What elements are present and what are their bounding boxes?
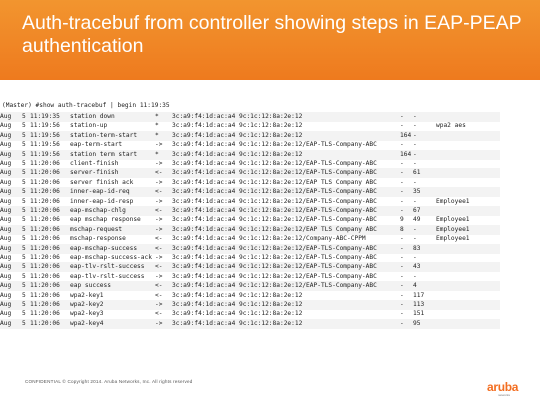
trace-cell-month: Aug bbox=[0, 235, 12, 243]
trace-cell-day: 5 bbox=[22, 301, 26, 308]
trace-cell-event: eap-tlv-rslt-success bbox=[70, 272, 145, 280]
trace-cell-bssid-server: 9c:1c:12:8a:2e:12 bbox=[239, 301, 303, 308]
trace-cell-event: eap mschap response bbox=[70, 216, 141, 224]
trace-cell-month: Aug bbox=[0, 282, 12, 290]
trace-cell-time: 11:20:06 bbox=[30, 272, 60, 280]
trace-cell-station-mac: 3c:a9:f4:1d:ac:a4 bbox=[172, 225, 236, 233]
trace-cell-day: 5 bbox=[22, 150, 26, 158]
trace-cell-event: client-finish bbox=[70, 160, 119, 167]
trace-cell-station-mac: 3c:a9:f4:1d:ac:a4 bbox=[172, 131, 236, 139]
trace-cell-station-mac: 3c:a9:f4:1d:ac:a4 bbox=[172, 282, 236, 290]
trace-cell-bssid-server: 9c:1c:12:8a:2e:12/EAP-TLS-Company-ABC bbox=[239, 282, 377, 290]
trace-cell-month: Aug bbox=[0, 272, 12, 280]
trace-cell-month: Aug bbox=[0, 216, 12, 224]
trace-cell-bssid-server: 9c:1c:12:8a:2e:12 bbox=[239, 319, 303, 327]
trace-cell-event: eap success bbox=[70, 282, 111, 290]
trace-cell-station-mac: 3c:a9:f4:1d:ac:a4 bbox=[172, 160, 236, 167]
trace-cell-event: eap-tlv-rslt-success bbox=[70, 263, 145, 271]
trace-cell-col-b: - bbox=[413, 272, 417, 280]
trace-cell-month: Aug bbox=[0, 169, 12, 177]
trace-cell-direction: -> bbox=[155, 141, 163, 149]
trace-cell-month: Aug bbox=[0, 225, 12, 233]
trace-cell-col-b: 35 bbox=[413, 188, 421, 196]
trace-cell-station-mac: 3c:a9:f4:1d:ac:a4 bbox=[172, 207, 236, 214]
trace-cell-month: Aug bbox=[0, 254, 12, 261]
trace-cell-day: 5 bbox=[22, 319, 26, 327]
trace-cell-station-mac: 3c:a9:f4:1d:ac:a4 bbox=[172, 113, 236, 120]
trace-cell-col-a: - bbox=[400, 254, 404, 261]
trace-cell-month: Aug bbox=[0, 131, 12, 139]
trace-cell-month: Aug bbox=[0, 244, 12, 252]
trace-cell-col-a: - bbox=[400, 235, 404, 243]
trace-cell-col-b: 113 bbox=[413, 301, 425, 308]
trace-cell-event: inner-eap-id-req bbox=[70, 188, 130, 196]
trace-cell-time: 11:19:56 bbox=[30, 141, 60, 149]
trace-cell-col-a: - bbox=[400, 178, 404, 186]
trace-cell-station-mac: 3c:a9:f4:1d:ac:a4 bbox=[172, 301, 236, 308]
trace-cell-col-b: 67 bbox=[413, 207, 421, 214]
trace-cell-time: 11:20:06 bbox=[30, 282, 60, 290]
trace-cell-bssid-server: 9c:1c:12:8a:2e:12/Company-ABC-CPPM bbox=[239, 235, 366, 243]
trace-cell-event: eap-mschap-chlg bbox=[70, 207, 126, 214]
trace-cell-col-b: - bbox=[413, 178, 417, 186]
console-command: (Master) #show auth-tracebuf | begin 11:19:35 bbox=[2, 102, 170, 109]
trace-cell-time: 11:20:06 bbox=[30, 207, 60, 214]
trace-cell-direction: * bbox=[155, 122, 159, 130]
slide-title: Auth-tracebuf from controller showing steps in EAP-PEAP authentication bbox=[22, 12, 522, 57]
trace-cell-event: station-term-start bbox=[70, 131, 138, 139]
trace-cell-station-mac: 3c:a9:f4:1d:ac:a4 bbox=[172, 244, 236, 252]
trace-cell-month: Aug bbox=[0, 122, 12, 130]
trace-cell-bssid-server: 9c:1c:12:8a:2e:12/EAP-TLS-Company-ABC bbox=[239, 160, 377, 167]
trace-cell-event: wpa2-key2 bbox=[70, 301, 104, 308]
trace-cell-station-mac: 3c:a9:f4:1d:ac:a4 bbox=[172, 310, 236, 318]
trace-cell-time: 11:20:06 bbox=[30, 310, 60, 318]
trace-cell-time: 11:20:06 bbox=[30, 301, 60, 308]
trace-cell-bssid-server: 9c:1c:12:8a:2e:12/EAP TLS Company ABC bbox=[239, 178, 377, 186]
trace-cell-month: Aug bbox=[0, 291, 12, 299]
trace-cell-day: 5 bbox=[22, 160, 26, 167]
trace-cell-col-a: - bbox=[400, 113, 404, 120]
trace-cell-direction: <- bbox=[155, 169, 163, 177]
trace-cell-time: 11:19:35 bbox=[30, 113, 60, 120]
trace-cell-bssid-server: 9c:1c:12:8a:2e:12 bbox=[239, 291, 303, 299]
trace-cell-day: 5 bbox=[22, 272, 26, 280]
trace-cell-col-a: - bbox=[400, 282, 404, 290]
trace-cell-day: 5 bbox=[22, 225, 26, 233]
trace-cell-day: 5 bbox=[22, 282, 26, 290]
trace-cell-bssid-server: 9c:1c:12:8a:2e:12 bbox=[239, 131, 303, 139]
trace-cell-direction: <- bbox=[155, 244, 163, 252]
trace-cell-day: 5 bbox=[22, 263, 26, 271]
trace-cell-month: Aug bbox=[0, 178, 12, 186]
trace-cell-station-mac: 3c:a9:f4:1d:ac:a4 bbox=[172, 188, 236, 196]
trace-cell-bssid-server: 9c:1c:12:8a:2e:12/EAP-TLS-Company-ABC bbox=[239, 188, 377, 196]
trace-cell-direction: -> bbox=[155, 160, 163, 167]
trace-cell-day: 5 bbox=[22, 141, 26, 149]
trace-cell-col-b: 4 bbox=[413, 282, 417, 290]
trace-cell-time: 11:19:56 bbox=[30, 131, 60, 139]
trace-cell-col-a: - bbox=[400, 244, 404, 252]
trace-cell-time: 11:20:06 bbox=[30, 235, 60, 243]
trace-cell-col-b: - bbox=[413, 141, 417, 149]
trace-cell-month: Aug bbox=[0, 160, 12, 167]
trace-cell-month: Aug bbox=[0, 310, 12, 318]
trace-cell-col-a: 9 bbox=[400, 216, 404, 224]
trace-cell-time: 11:19:56 bbox=[30, 150, 60, 158]
trace-cell-col-a: - bbox=[400, 122, 404, 130]
trace-cell-station-mac: 3c:a9:f4:1d:ac:a4 bbox=[172, 141, 236, 149]
trace-cell-col-a: - bbox=[400, 301, 404, 308]
trace-cell-bssid-server: 9c:1c:12:8a:2e:12 bbox=[239, 122, 303, 130]
trace-cell-direction: <- bbox=[155, 188, 163, 196]
trace-cell-col-a: - bbox=[400, 263, 404, 271]
trace-cell-direction: <- bbox=[155, 310, 163, 318]
trace-cell-station-mac: 3c:a9:f4:1d:ac:a4 bbox=[172, 263, 236, 271]
trace-cell-station-mac: 3c:a9:f4:1d:ac:a4 bbox=[172, 272, 236, 280]
trace-cell-station-mac: 3c:a9:f4:1d:ac:a4 bbox=[172, 122, 236, 130]
trace-cell-col-b: - bbox=[413, 197, 417, 205]
title-banner bbox=[0, 0, 540, 80]
trace-cell-month: Aug bbox=[0, 319, 12, 327]
trace-cell-col-c: wpa2 aes bbox=[436, 122, 466, 130]
trace-cell-col-a: 164 bbox=[400, 131, 412, 139]
logo-subtext: networks bbox=[498, 393, 511, 397]
trace-cell-col-a: - bbox=[400, 188, 404, 196]
trace-cell-col-a: - bbox=[400, 272, 404, 280]
trace-cell-time: 11:20:06 bbox=[30, 178, 60, 186]
trace-cell-col-b: 151 bbox=[413, 310, 425, 318]
trace-cell-col-b: 95 bbox=[413, 319, 421, 327]
trace-cell-col-a: - bbox=[400, 197, 404, 205]
trace-cell-direction: <- bbox=[155, 207, 163, 214]
trace-cell-day: 5 bbox=[22, 178, 26, 186]
trace-cell-day: 5 bbox=[22, 216, 26, 224]
trace-cell-col-a: - bbox=[400, 141, 404, 149]
trace-cell-col-b: - bbox=[413, 122, 417, 130]
aruba-logo bbox=[487, 378, 527, 400]
trace-cell-bssid-server: 9c:1c:12:8a:2e:12/EAP-TLS-Company-ABC bbox=[239, 197, 377, 205]
trace-cell-bssid-server: 9c:1c:12:8a:2e:12/EAP-TLS-Company-ABC bbox=[239, 216, 377, 224]
trace-cell-bssid-server: 9c:1c:12:8a:2e:12 bbox=[239, 310, 303, 318]
trace-cell-col-b: - bbox=[413, 113, 417, 120]
trace-cell-day: 5 bbox=[22, 197, 26, 205]
trace-cell-time: 11:20:06 bbox=[30, 160, 60, 167]
trace-cell-col-b: 117 bbox=[413, 291, 425, 299]
trace-cell-bssid-server: 9c:1c:12:8a:2e:12/EAP-TLS-Company-ABC bbox=[239, 169, 377, 177]
trace-cell-bssid-server: 9c:1c:12:8a:2e:12/EAP TLS Company ABC bbox=[239, 225, 377, 233]
console-output bbox=[0, 102, 500, 326]
trace-cell-day: 5 bbox=[22, 169, 26, 177]
trace-cell-event: wpa2-key3 bbox=[70, 310, 104, 318]
trace-cell-event: station down bbox=[70, 113, 115, 120]
trace-cell-month: Aug bbox=[0, 263, 12, 271]
trace-cell-direction: -> bbox=[155, 216, 163, 224]
trace-cell-station-mac: 3c:a9:f4:1d:ac:a4 bbox=[172, 150, 236, 158]
trace-cell-day: 5 bbox=[22, 207, 26, 214]
trace-cell-direction: -> bbox=[155, 178, 163, 186]
trace-cell-time: 11:20:06 bbox=[30, 244, 60, 252]
trace-cell-direction: <- bbox=[155, 291, 163, 299]
trace-cell-direction: * bbox=[155, 131, 159, 139]
trace-cell-station-mac: 3c:a9:f4:1d:ac:a4 bbox=[172, 178, 236, 186]
trace-cell-day: 5 bbox=[22, 122, 26, 130]
trace-cell-day: 5 bbox=[22, 291, 26, 299]
trace-cell-time: 11:20:06 bbox=[30, 319, 60, 327]
trace-cell-col-a: 164 bbox=[400, 150, 412, 158]
trace-cell-direction: <- bbox=[155, 263, 163, 271]
trace-cell-col-b: 43 bbox=[413, 263, 421, 271]
trace-cell-time: 11:20:06 bbox=[30, 225, 60, 233]
trace-cell-bssid-server: 9c:1c:12:8a:2e:12/EAP-TLS-Company-ABC bbox=[239, 254, 377, 261]
trace-cell-col-a: - bbox=[400, 319, 404, 327]
trace-cell-bssid-server: 9c:1c:12:8a:2e:12/EAP-TLS-Company-ABC bbox=[239, 141, 377, 149]
trace-cell-col-b: - bbox=[413, 254, 417, 261]
trace-cell-event: wpa2-key1 bbox=[70, 291, 104, 299]
trace-cell-col-b: 61 bbox=[413, 169, 421, 177]
trace-cell-time: 11:20:06 bbox=[30, 188, 60, 196]
trace-cell-event: mschap-request bbox=[70, 225, 123, 233]
trace-cell-col-a: - bbox=[400, 169, 404, 177]
trace-cell-bssid-server: 9c:1c:12:8a:2e:12 bbox=[239, 113, 303, 120]
trace-cell-event: eap-mschap-success-ack bbox=[70, 254, 152, 261]
trace-cell-month: Aug bbox=[0, 301, 12, 308]
trace-cell-time: 11:19:56 bbox=[30, 122, 60, 130]
trace-cell-col-b: - bbox=[413, 235, 417, 243]
trace-cell-direction: -> bbox=[155, 254, 163, 261]
trace-cell-time: 11:20:06 bbox=[30, 197, 60, 205]
trace-cell-event: station-up bbox=[70, 122, 108, 130]
trace-cell-day: 5 bbox=[22, 188, 26, 196]
trace-cell-station-mac: 3c:a9:f4:1d:ac:a4 bbox=[172, 254, 236, 261]
trace-cell-direction: <- bbox=[155, 235, 163, 243]
trace-cell-event: eap-term-start bbox=[70, 141, 123, 149]
trace-cell-col-b: 49 bbox=[413, 216, 421, 224]
trace-cell-station-mac: 3c:a9:f4:1d:ac:a4 bbox=[172, 216, 236, 224]
trace-cell-bssid-server: 9c:1c:12:8a:2e:12/EAP-TLS-Company-ABC bbox=[239, 263, 377, 271]
trace-cell-station-mac: 3c:a9:f4:1d:ac:a4 bbox=[172, 319, 236, 327]
trace-cell-day: 5 bbox=[22, 244, 26, 252]
trace-cell-direction: <- bbox=[155, 282, 163, 290]
trace-cell-month: Aug bbox=[0, 113, 12, 120]
trace-cell-col-c: Employee1 bbox=[436, 197, 470, 205]
trace-cell-event: mschap-response bbox=[70, 235, 126, 243]
trace-cell-time: 11:20:06 bbox=[30, 169, 60, 177]
trace-cell-time: 11:20:06 bbox=[30, 254, 60, 261]
trace-cell-month: Aug bbox=[0, 207, 12, 214]
trace-cell-day: 5 bbox=[22, 113, 26, 120]
trace-cell-month: Aug bbox=[0, 141, 12, 149]
trace-row bbox=[0, 319, 500, 329]
trace-cell-col-b: - bbox=[413, 150, 417, 158]
logo-wordmark: aruba bbox=[487, 380, 519, 394]
trace-cell-month: Aug bbox=[0, 150, 12, 158]
trace-cell-event: server finish ack bbox=[70, 178, 134, 186]
trace-cell-direction: -> bbox=[155, 197, 163, 205]
trace-cell-event: station term start bbox=[70, 150, 138, 158]
trace-cell-month: Aug bbox=[0, 197, 12, 205]
trace-cell-direction: -> bbox=[155, 272, 163, 280]
trace-cell-time: 11:20:06 bbox=[30, 216, 60, 224]
trace-cell-bssid-server: 9c:1c:12:8a:2e:12/EAP-TLS-Company-ABC bbox=[239, 207, 377, 214]
trace-cell-bssid-server: 9c:1c:12:8a:2e:12/EAP-TLS-Company-ABC bbox=[239, 244, 377, 252]
trace-cell-direction: * bbox=[155, 113, 159, 120]
trace-cell-bssid-server: 9c:1c:12:8a:2e:12/EAP-TLS-Company-ABC bbox=[239, 272, 377, 280]
trace-cell-col-a: - bbox=[400, 291, 404, 299]
trace-cell-col-c: Employee1 bbox=[436, 216, 470, 224]
copyright-footer: CONFIDENTIAL © Copyright 2014. Aruba Networks, Inc. All rights reserved bbox=[25, 379, 193, 384]
trace-cell-day: 5 bbox=[22, 254, 26, 261]
trace-cell-event: inner-eap-id-resp bbox=[70, 197, 134, 205]
trace-cell-station-mac: 3c:a9:f4:1d:ac:a4 bbox=[172, 169, 236, 177]
trace-cell-col-a: 8 bbox=[400, 225, 404, 233]
trace-cell-event: server-finish bbox=[70, 169, 119, 177]
trace-cell-col-b: - bbox=[413, 160, 417, 167]
trace-cell-col-b: 83 bbox=[413, 244, 421, 252]
trace-cell-station-mac: 3c:a9:f4:1d:ac:a4 bbox=[172, 235, 236, 243]
trace-cell-day: 5 bbox=[22, 235, 26, 243]
trace-cell-station-mac: 3c:a9:f4:1d:ac:a4 bbox=[172, 197, 236, 205]
trace-cell-col-a: - bbox=[400, 310, 404, 318]
trace-cell-month: Aug bbox=[0, 188, 12, 196]
trace-cell-col-c: Employee1 bbox=[436, 225, 470, 233]
trace-cell-direction: * bbox=[155, 150, 159, 158]
trace-cell-col-a: - bbox=[400, 160, 404, 167]
trace-cell-day: 5 bbox=[22, 310, 26, 318]
trace-cell-direction: -> bbox=[155, 319, 163, 327]
trace-cell-col-b: - bbox=[413, 131, 417, 139]
trace-cell-event: eap-mschap-success bbox=[70, 244, 138, 252]
trace-cell-event: wpa2-key4 bbox=[70, 319, 104, 327]
trace-cell-time: 11:20:06 bbox=[30, 291, 60, 299]
trace-cell-bssid-server: 9c:1c:12:8a:2e:12 bbox=[239, 150, 303, 158]
trace-cell-col-c: Employee1 bbox=[436, 235, 470, 243]
trace-cell-station-mac: 3c:a9:f4:1d:ac:a4 bbox=[172, 291, 236, 299]
trace-cell-direction: -> bbox=[155, 301, 163, 308]
trace-cell-col-a: - bbox=[400, 207, 404, 214]
trace-cell-direction: -> bbox=[155, 225, 163, 233]
trace-cell-time: 11:20:06 bbox=[30, 263, 60, 271]
trace-cell-day: 5 bbox=[22, 131, 26, 139]
trace-cell-col-b: - bbox=[413, 225, 417, 233]
